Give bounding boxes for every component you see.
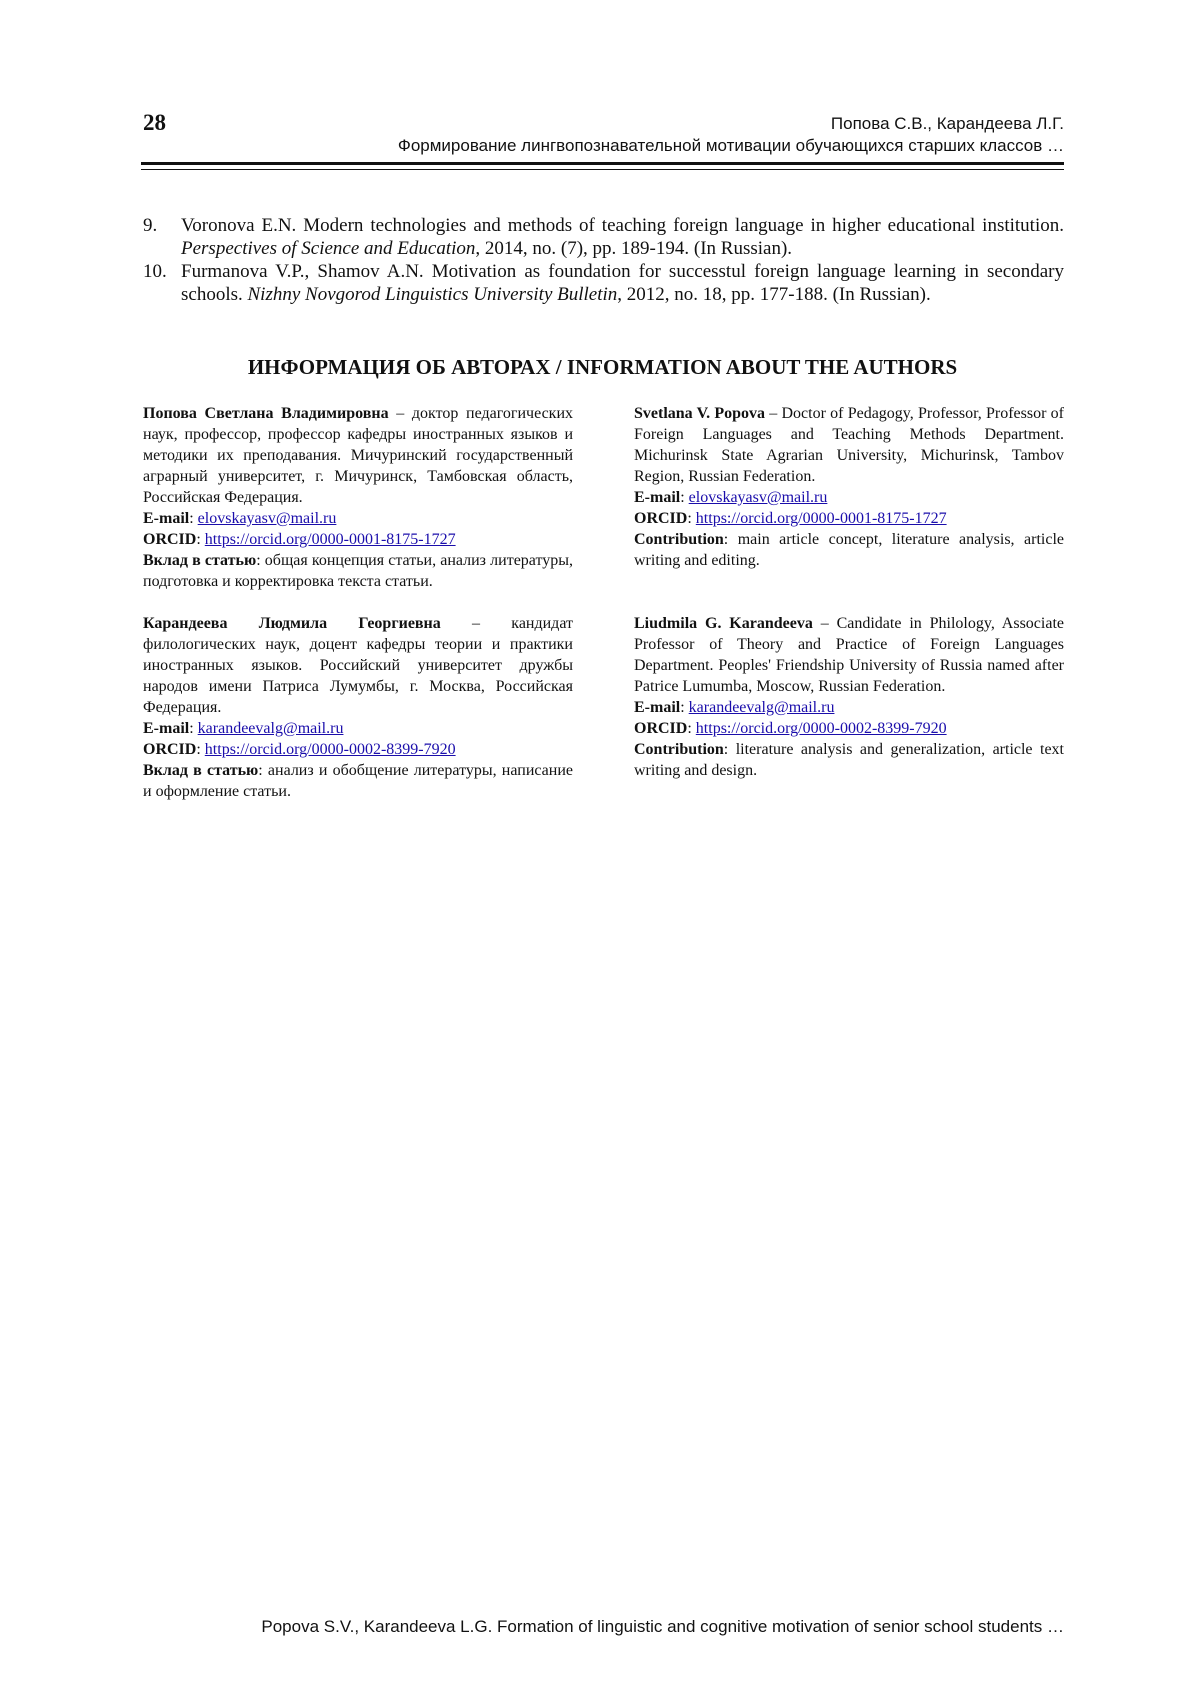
reference-authors-title: Furmanova V.P., Shamov A.N. Motivation as foundation for successtul foreign language learning in secondary schools. (181, 261, 1064, 305)
orcid-link[interactable]: https://orcid.org/0000-0002-8399-7920 (204, 741, 456, 758)
contribution-text: : main article concept, literature analysis, article writing and editing. (634, 531, 1064, 569)
author-description: – кандидат филологических наук, доцент кафедры теории и практики иностранных языков. Российский университет дружбы народов имени Патриса Лумумбы, г. Москва, Российская Федерация. (143, 615, 573, 716)
reference-details: , 2014, no. (7), pp. 189-194. (In Russian). (475, 238, 793, 259)
author-orcid-line: ORCID: https://orcid.org/0000-0001-8175-1727 (634, 510, 947, 527)
author-card-karandeeva-ru (143, 613, 573, 802)
author-description: – Doctor of Pedagogy, Professor, Professor of Foreign Languages and Teaching Methods Department. Michurinsk State Agrarian University, Michurinsk, Tambov Region, Russian Federation. (634, 405, 1065, 485)
reference-text (181, 214, 1064, 260)
orcid-label: ORCID (634, 720, 688, 737)
author-card-popova-ru (143, 403, 573, 592)
author-bio (143, 403, 573, 508)
reference-number: 10. (143, 261, 167, 282)
author-email-line: E-mail: elovskayasv@mail.ru (143, 510, 337, 527)
author-card-karandeeva-en (634, 613, 1064, 781)
orcid-link[interactable]: https://orcid.org/0000-0001-8175-1727 (695, 510, 947, 527)
reference-text (181, 260, 1064, 306)
author-bio (143, 613, 573, 718)
author-email-line: E-mail: elovskayasv@mail.ru (634, 489, 828, 506)
contribution-label: Contribution (634, 531, 724, 548)
author-orcid-line: ORCID: https://orcid.org/0000-0001-8175-1727 (143, 531, 456, 548)
reference-details: , 2012, no. 18, pp. 177-188. (In Russian). (617, 284, 931, 305)
reference-item (143, 214, 1064, 260)
author-contribution (143, 760, 573, 802)
author-name: Карандеева Людмила Георгиевна (143, 615, 441, 632)
reference-journal: Perspectives of Science and Education (181, 238, 476, 259)
contribution-label: Contribution (634, 741, 724, 758)
author-contribution (634, 739, 1064, 781)
header-rule-thick (141, 162, 1064, 165)
email-link[interactable]: elovskayasv@mail.ru (197, 510, 337, 527)
header-rule-thin (141, 169, 1064, 170)
reference-number: 9. (143, 215, 158, 236)
contribution-text: : literature analysis and generalization, article text writing and design. (634, 741, 1064, 779)
author-email-line: E-mail: karandeevalg@mail.ru (143, 720, 344, 737)
running-footer: Popova S.V., Karandeeva L.G. Formation of linguistic and cognitive motivation of senior school students … (261, 1617, 1064, 1636)
author-name: Попова Светлана Владимировна (143, 405, 389, 422)
orcid-label: ORCID (143, 531, 197, 548)
author-card-popova-en (634, 403, 1064, 571)
email-link[interactable]: karandeevalg@mail.ru (688, 699, 835, 716)
authors-section-heading: ИНФОРМАЦИЯ ОБ АВТОРАХ / INFORMATION ABOUT THE AUTHORS (247, 355, 958, 379)
email-label: E-mail (143, 720, 190, 737)
author-bio (634, 613, 1064, 697)
contribution-text: : общая концепция статьи, анализ литературы, подготовка и корректировка текста статьи. (143, 552, 574, 590)
email-label: E-mail (634, 489, 681, 506)
reference-authors-title: Voronova E.N. Modern technologies and methods of teaching foreign language in higher educational institution. (181, 215, 1064, 236)
author-orcid-line: ORCID: https://orcid.org/0000-0002-8399-7920 (143, 741, 456, 758)
email-label: E-mail (634, 699, 681, 716)
orcid-label: ORCID (634, 510, 688, 527)
email-link[interactable]: elovskayasv@mail.ru (688, 489, 828, 506)
author-name: Liudmila G. Karandeeva (634, 615, 813, 632)
email-link[interactable]: karandeevalg@mail.ru (197, 720, 344, 737)
author-contribution (634, 529, 1064, 571)
author-contribution (143, 550, 573, 592)
running-header-title: Формирование лингвопознавательной мотивации обучающихся старших классов … (397, 136, 1064, 155)
orcid-link[interactable]: https://orcid.org/0000-0002-8399-7920 (695, 720, 947, 737)
contribution-label: Вклад в статью (143, 762, 259, 779)
page-number: 28 (143, 110, 166, 135)
author-name: Svetlana V. Popova (634, 405, 766, 422)
orcid-link[interactable]: https://orcid.org/0000-0001-8175-1727 (204, 531, 456, 548)
author-email-line: E-mail: karandeevalg@mail.ru (634, 699, 835, 716)
reference-journal: Nizhny Novgorod Linguistics University Bulletin (247, 284, 618, 305)
running-header-authors: Попова С.В., Карандеева Л.Г. (830, 114, 1064, 133)
email-label: E-mail (143, 510, 190, 527)
author-orcid-line: ORCID: https://orcid.org/0000-0002-8399-7920 (634, 720, 947, 737)
author-description: – доктор педагогических наук, профессор, профессор кафедры иностранных языков и методики их преподавания. Мичуринский государственный аграрный университет, г. Мичуринск, Тамбовская область, Российская Федерация. (143, 405, 574, 506)
author-bio (634, 403, 1064, 487)
orcid-label: ORCID (143, 741, 197, 758)
contribution-label: Вклад в статью (143, 552, 257, 569)
contribution-text: : анализ и обобщение литературы, написание и оформление статьи. (143, 762, 574, 800)
author-description: – Candidate in Philology, Associate Professor of Theory and Practice of Foreign Languages Department. Peoples' Friendship University of Russia named after Patrice Lumumba, Moscow, Russian Federation. (634, 615, 1065, 695)
reference-item (143, 260, 1064, 306)
